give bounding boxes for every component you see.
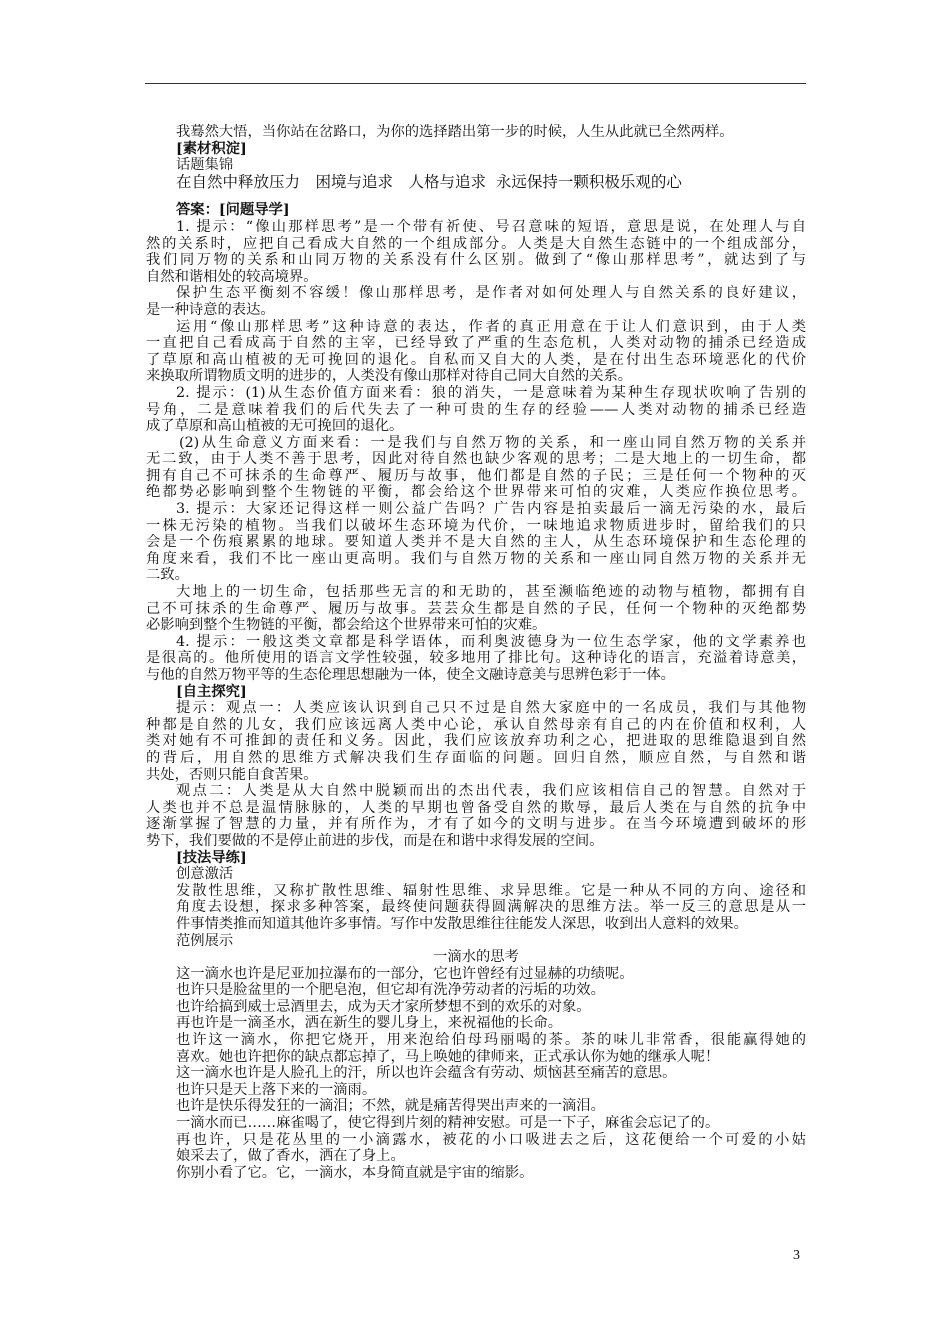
text-line: 3. 提示：大家还记得这样一则公益广告吗？广告内容是拍卖最后一滴无污染的水，最后 [176, 501, 806, 518]
text-line: 你别小看了它。它，一滴水，本身简直就是宇宙的缩影。 [176, 1164, 534, 1181]
text-line: (2)从生命意义方面来看：一是我们与自然万物的关系，和一座山同自然万物的关系并 [179, 434, 806, 451]
text-line: 件事情类推而知道其他许多事情。写作中发散思维往往能发人深思，收到出人意料的效果。 [176, 915, 748, 932]
text-line: 种都是自然的儿女，我们应该远离人类中心论，承认自然母亲有自己的内在价值和权利，人 [146, 716, 806, 733]
text-line: 号角，二是意味着我们的后代失去了一种可贵的生存的经验——人类对动物的捕杀已经造 [146, 401, 806, 418]
essay-title: 一滴水的思考 [433, 949, 519, 966]
text-line: 这一滴水也许是尼亚加拉瀑布的一部分，它也许曾经有过显赫的功绩呢。 [176, 965, 634, 982]
text-line: 我蓦然大悟，当你站在岔路口，为你的选择踏出第一步的时候，人生从此就已全然两样。 [176, 124, 734, 140]
text-line: 再也许是一滴圣水，洒在新生的婴儿身上，来祝福他的长命。 [176, 1015, 563, 1032]
text-line: 共处，否则只能自食苦果。 [146, 766, 318, 783]
text-line: 逐渐掌握了智慧的力量，并有所作为，才有了如今的文明与进步。在当今环境遭到破坏的形 [146, 816, 806, 833]
text-line: 自然和谐相处的较高境界。 [146, 268, 318, 285]
text-line: 角度来看，我们不比一座山更高明。我们与自然万物的关系和一座山同自然万物的关系并无 [146, 550, 806, 567]
text-line: 拥有自己不可抹杀的生命尊严、履历与故事，他们都是自然的子民；三是任何一个物种的灭 [146, 467, 806, 484]
section-heading: [技法导练] [176, 849, 247, 866]
text-line: 创意激活 [176, 866, 234, 883]
section-heading: [自主探究] [176, 683, 247, 700]
text-line: 发散性思维，又称扩散性思维、辐射性思维、求异思维。它是一种从不同的方向、途径和 [176, 882, 806, 899]
page-number: 3 [793, 1248, 800, 1263]
text-line: 在自然中释放压力 困境与追求 人格与追求 永远保持一颗积极乐观的心 [176, 172, 682, 191]
text-line: 无二致，由于人类不善于思考，因此对待自然也缺少客观的思考；二是大地上的一切生命，都 [146, 451, 806, 468]
text-line: 话题集锦 [176, 157, 234, 174]
spacer [146, 190, 806, 202]
text-line: 了草原和高山植被的无可挽回的退化。自私而又自大的人类，是在付出生态环境恶化的代价 [146, 351, 806, 368]
text-line: 也许只是脸盆里的一个肥皂泡，但它却有洗净劳动者的污垢的功效。 [176, 982, 605, 999]
text-line: 来换取所谓物质文明的进步的，人类没有像山那样对待自己同大自然的关系。 [146, 368, 633, 385]
text-line: 也许这一滴水，你把它烧开，用来泡给伯母玛丽喝的茶。茶的味儿非常香，很能赢得她的 [176, 1032, 806, 1049]
text-line: 也许只是天上落下来的一滴雨。 [176, 1081, 377, 1098]
text-line: 娘采去了，做了香水，洒在了身上。 [176, 1148, 405, 1165]
text-line: 这一滴水也许是人脸孔上的汗，所以也许会蕴含有劳动、烦恼甚至痛苦的意思。 [176, 1065, 677, 1082]
text-line: 喜欢。她也许把你的缺点都忘掉了，马上唤她的律师来，正式承认你为她的继承人呢！ [176, 1048, 720, 1065]
text-line: 与他的自然万物平等的生态伦理思想融为一体，使全文融诗意美与思辨色彩于一体。 [146, 667, 675, 683]
text-line: 势下，我们要做的不是停止前进的步伐，而是在和谐中求得发展的空间。 [146, 832, 604, 849]
text-line: 角度去设想，探求多种答案，最终使问题获得圆满解决的思维方法。举一反三的意思是从一 [176, 899, 806, 916]
text-line: 类对她有不可推卸的责任和义务。因此，我们应该放弃功利之心，把进取的思维隐退到自然 [146, 733, 806, 750]
text-line: 人类也并不总是温情脉脉的，人类的早期也曾备受自然的欺辱，最后人类在与自然的抗争中 [146, 799, 806, 816]
text-line: 必影响到整个生物链的平衡，都会给这个世界带来可怕的灾难。 [146, 617, 547, 634]
text-line: 1. 提示：“像山那样思考”是一个带有祈使、号召意味的短语，意思是说，在处理人与自 [176, 218, 806, 235]
text-line: 绝都势必影响到整个生物链的平衡，都会给这个世界带来可怕的灾难，人类应作换位思考。 [146, 484, 806, 501]
section-heading: [素材积淀] [176, 140, 247, 157]
text-line: 己不可抹杀的生命尊严、履历与故事。芸芸众生都是自然的子民，任何一个物种的灭绝都势 [146, 600, 806, 617]
text-line: 再也许，只是花丛里的一小滴露水，被花的小口吸进去之后，这花便给一个可爱的小姑 [176, 1131, 806, 1148]
text-line: 是一种诗意的表达。 [146, 301, 275, 318]
text-line: 4. 提示：一般这类文章都是科学语体，而利奥波德身为一位生态学家，他的文学素养也 [176, 633, 806, 650]
text-line: 一滴水而已……麻雀喝了，使它得到片刻的精神安慰。可是一下子，麻雀会忘记了的。 [176, 1115, 720, 1132]
text-line: 也许是快乐得发狂的一滴泪；不然，就是痛苦得哭出声来的一滴泪。 [176, 1098, 605, 1115]
text-line: 观点二：人类是从大自然中脱颖而出的杰出代表，我们应该相信自己的智慧。自然对于 [176, 783, 806, 800]
text-line: 然的关系时，应把自己看成大自然的一个组成部分。人类是大自然生态链中的一个组成部分， [146, 235, 806, 252]
document-body [146, 124, 806, 1181]
section-heading: 答案：[问题导学] [176, 202, 290, 219]
text-line: 一直把自己看成高于自然的主宰，已经导致了严重的生态危机，人类对动物的捕杀已经造成 [146, 335, 806, 352]
text-line: 二致。 [146, 567, 189, 584]
text-line: 的背后，用自然的思维方式解决我们生存面临的问题。回归自然，顺应自然，与自然和谐 [146, 749, 806, 766]
text-line: 提示：观点一：人类应该认识到自己只不过是自然大家庭中的一名成员，我们与其他物 [176, 700, 806, 717]
text-line: 也许给搞到威士忌酒里去，成为天才家所梦想不到的欢乐的对象。 [176, 998, 591, 1015]
header-rule [145, 83, 806, 84]
text-line: 我们同万物的关系和山同万物的关系没有什么区别。做到了“像山那样思考”，就达到了与 [146, 252, 806, 269]
text-line: 运用“像山那样思考”这种诗意的表达，作者的真正用意在于让人们意识到，由于人类 [176, 318, 806, 335]
text-line: 会是一个伤痕累累的地球。要知道人类并不是大自然的主人，从生态环境保护和生态伦理的 [146, 534, 806, 551]
text-line: 范例展示 [176, 932, 234, 949]
text-line: 保护生态平衡刻不容缓！像山那样思考，是作者对如何处理人与自然关系的良好建议， [176, 285, 806, 302]
text-line: 成了草原和高山植被的无可挽回的退化。 [146, 418, 404, 435]
text-line: 2. 提示：(1)从生态价值方面来看：狼的消失，一是意味着为某种生存现状吹响了告别的 [176, 384, 806, 401]
text-line: 是很高的。他所使用的语言文学性较强，较多地用了排比句。这种诗化的语言，充溢着诗意美， [146, 650, 806, 667]
text-line: 一株无污染的植物。当我们以破坏生态环境为代价，一味地追求物质进步时，留给我们的只 [146, 517, 806, 534]
text-line: 大地上的一切生命，包括那些无言的和无助的，甚至濒临绝迹的动物与植物，都拥有自 [176, 584, 806, 601]
